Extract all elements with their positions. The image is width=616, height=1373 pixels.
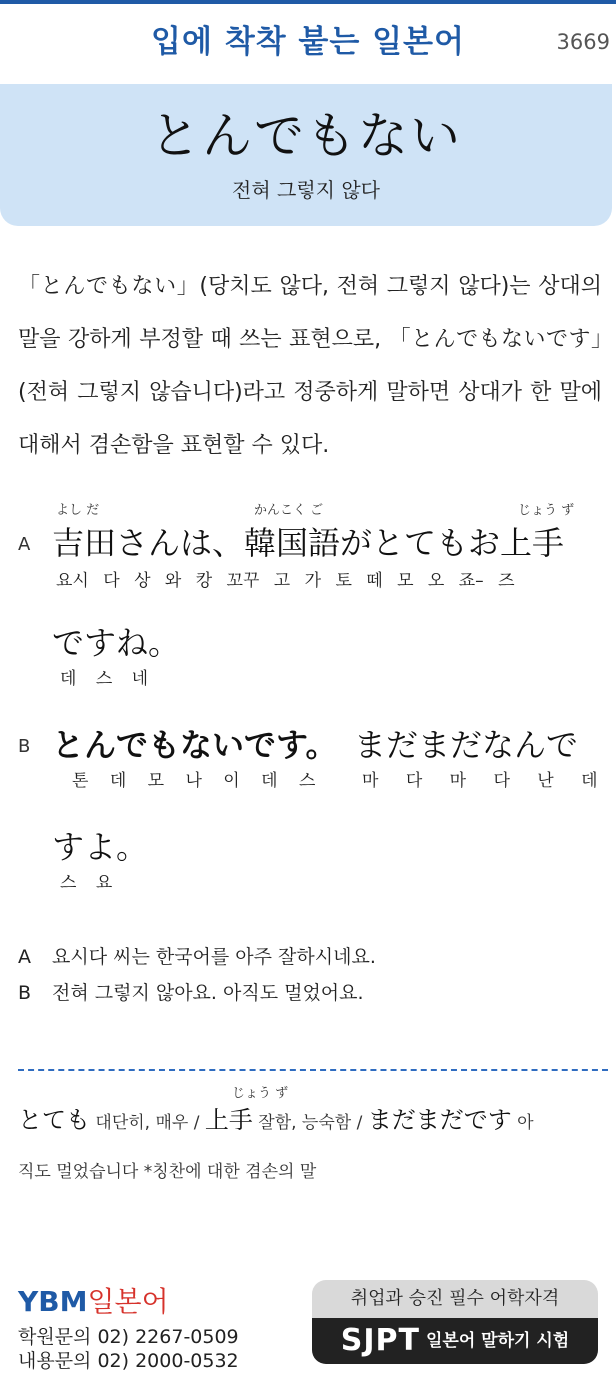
series-title: 입에 착착 붙는 일본어 [151, 24, 465, 60]
vocab-line-1 [18, 1100, 534, 1135]
translation-a-label: A [18, 946, 31, 968]
dashed-divider [18, 1069, 608, 1071]
vocab-meaning-jouzu: 잘함, 능숙함 / [258, 1113, 363, 1133]
vocab-word-madamada: まだまだです [367, 1106, 512, 1134]
vocab-word-jouzu: 上手 [204, 1106, 253, 1134]
ybm-logo [18, 1280, 169, 1320]
dialogue-b-line2-japanese: すよ。 [52, 828, 149, 866]
dialogue-b-line1-reading-2: 마 다 마 다 난 데 [362, 771, 598, 791]
sjpt-subtitle: 일본어 말하기 시험 [426, 1331, 570, 1351]
dialogue-a-line2-japanese: ですね。 [52, 624, 181, 662]
vocab-line-2: 직도 멀었습니다 *칭찬에 대한 겸손의 말 [18, 1162, 317, 1182]
furigana-yoshida: よし だ [56, 503, 100, 518]
sjpt-ad-logo-bar [312, 1318, 598, 1364]
title-japanese: とんでもない [150, 107, 462, 165]
ybm-logo-text: YBM [18, 1285, 88, 1318]
dialogue-b-line1-reading-1: 톤 데 모 나 이 데 스 [72, 771, 316, 791]
dialogue-b-line1-japanese: まだまだなんで [354, 726, 579, 764]
dialogue-b-line1-japanese-bold: とんでもないです。 [52, 726, 338, 764]
contact-content: 내용문의 02) 2000-0532 [18, 1350, 239, 1372]
speaker-a-label: A [18, 534, 31, 555]
vocab-meaning-totemo: 대단히, 매우 / [95, 1113, 200, 1133]
vocab-word-totemo: とても [18, 1106, 90, 1134]
vocab-furigana-jouzu: じょう ず [232, 1086, 289, 1101]
furigana-jouzu: じょう ず [518, 503, 575, 518]
translation-a-text: 요시다 씨는 한국어를 아주 잘하시네요. [52, 946, 376, 968]
top-accent-bar [0, 0, 616, 4]
translation-b [18, 978, 364, 1005]
sjpt-ad-tagline: 취업과 승진 필수 어학자격 [350, 1288, 560, 1309]
sjpt-ad-banner [312, 1280, 598, 1364]
title-korean: 전혀 그렇지 않다 [232, 178, 380, 202]
translation-b-text: 전혀 그렇지 않아요. 아직도 멀었어요. [52, 982, 364, 1004]
title-box [0, 84, 612, 226]
ybm-logo-brand: 일본어 [87, 1285, 169, 1318]
episode-number: 3669 [556, 30, 610, 54]
furigana-kankokugo: かんこく ご [254, 503, 324, 518]
dialogue-a-line1-reading: 요시 다 상 와 캉 꼬꾸 고 가 토 떼 모 오 죠– 즈 [56, 571, 515, 591]
dialogue-a-line2-reading: 데 스 네 [60, 669, 149, 689]
dialogue-a-line1-japanese: 吉田さんは、韓国語がとてもお上手 [52, 524, 565, 562]
contact-academy: 학원문의 02) 2267-0509 [18, 1326, 239, 1348]
explanation-paragraph: 「とんでもない」(당치도 않다, 전혀 그렇지 않다)는 상대의 말을 강하게 부정할 때 쓰는 표현으로, 「とんでもないです」(전혀 그렇지 않습니다)라고 정중하게 말하면 상대가 한 말에 대해서 겸손함을 표현할 수 있다. [18, 274, 602, 458]
vocab-meaning-madamada-start: 아 [517, 1113, 534, 1133]
translation-b-label: B [18, 982, 32, 1004]
translation-a [18, 942, 376, 969]
sjpt-logo: SJPT [340, 1323, 420, 1358]
dialogue-b-line2-reading: 스 요 [60, 873, 113, 893]
speaker-b-label: B [18, 736, 31, 757]
